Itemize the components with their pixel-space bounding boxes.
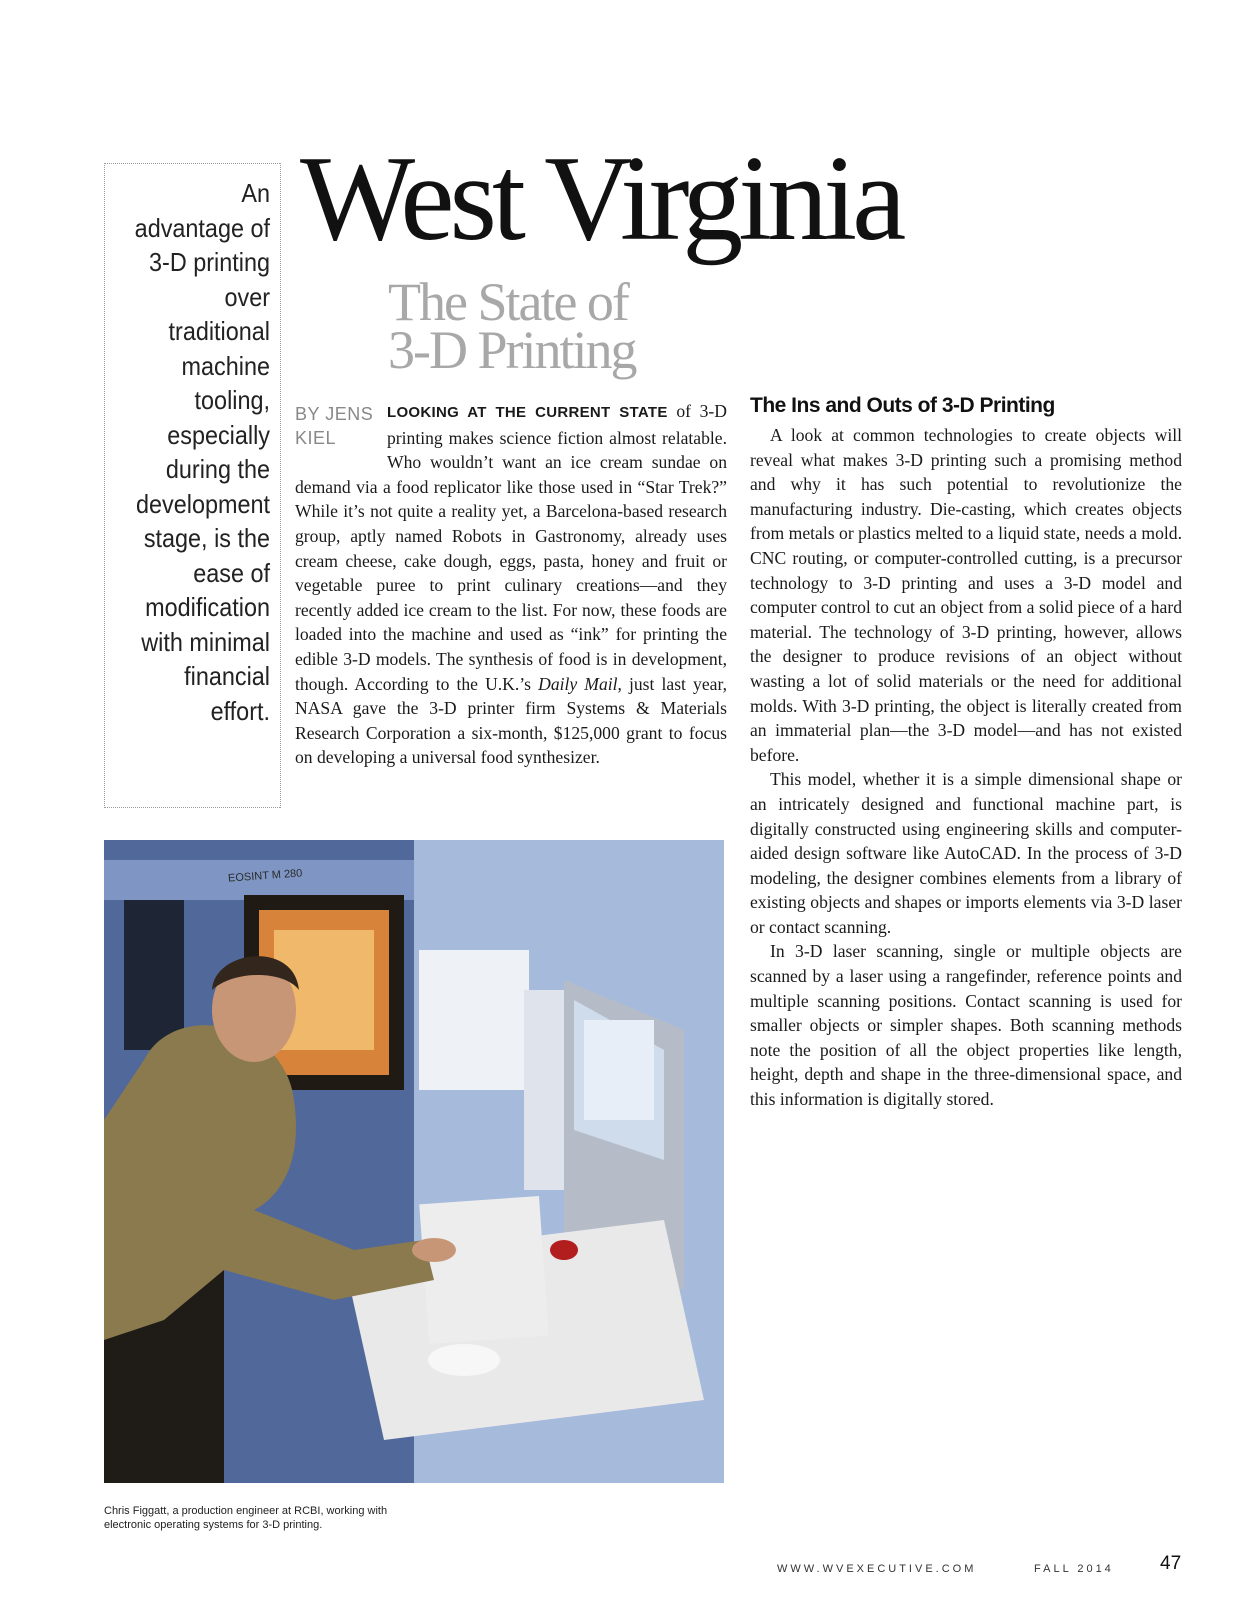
- column-1-text-part-1: of 3-D printing makes science fiction almost relatable. Who wouldn’t want an ice cream sundae on demand via a food replicator like those used in “Star Trek?” While it’s not quite a reality yet, a Barcelona-based research group, aptly named Robots in Gastronomy, already uses cream cheese, cake dough, eggs, pasta, honey and fruit or vegetable puree to print culinary creations—and they recently added ice cream to the list. For now, these foods are loaded into the machine and used as “ink” for printing the edible 3-D models. The synthesis of food is in development, though. According to the U.K.’s: [295, 401, 727, 694]
- article-column-2: [750, 393, 1182, 1112]
- machine-label: EOSINT M 280: [227, 867, 303, 885]
- byline-gap: [295, 399, 387, 471]
- subhead: [388, 272, 636, 380]
- subhead-line-2: 3-D Printing: [388, 320, 636, 380]
- page-number: 47: [1160, 1553, 1182, 1574]
- pull-quote-box: [104, 163, 280, 808]
- column-1-text-part-2: , just last year, NASA gave the 3-D printer firm Systems & Materials Research Corporation a six-month, $125,000 grant to focus on developing a universal food synthesizer.: [295, 673, 727, 768]
- paragraph: This model, whether it is a simple dimensional shape or an intricately designed and functional machine part, is digitally constructed using engineering skills and computer-aided design software like AutoCAD. In the process of 3-D modeling, the designer combines elements from a library of existing objects and shapes or imports elements via 3-D laser or contact scanning.: [750, 769, 1182, 937]
- pull-quote-divider: [280, 163, 282, 808]
- footer-url: WWW.WVEXECUTIVE.COM: [777, 1563, 977, 1575]
- paragraph: A look at common technologies to create objects will reveal what makes 3-D printing such a promising method and why it has such potential to revolutionize the manufacturing industry. Die-casting, which creates objects from metals or plastics melted to a liquid state, needs a mold. CNC routing, or computer-controlled cutting, is a precursor technology to 3-D printing and uses a 3-D model and computer control to cut an object from a solid piece of a hard material. The technology of 3-D printing, however, allows the designer to produce revisions of an object without wasting a lot of solid materials or the need for additional molds. With 3-D printing, the object is literally created from an immaterial plan—the 3-D model—and has not existed before.: [750, 425, 1182, 765]
- paragraph: In 3-D laser scanning, single or multiple objects are scanned by a laser using a rangefinder, reference points and multiple scanning positions. Contact scanning is used for smaller objects or simpler shapes. Both scanning methods note the position of all the object properties like length, height, depth and shape in the three-dimensional space, and this information is digitally stored.: [750, 941, 1182, 1110]
- pull-quote-text: An advantage of 3-D printing over traditional machine tooling, especially during the development stage, is the ease of modification with minimal financial effort.: [134, 178, 270, 726]
- subhead-line-1: The State of: [388, 272, 628, 332]
- headline: West Virginia: [300, 131, 902, 266]
- photo-caption: Chris Figgatt, a production engineer at RCBI, working with electronic operating systems for 3-D printing.: [104, 1505, 388, 1531]
- byline-line-2: KIEL: [295, 428, 337, 448]
- lead-in: LOOKING AT THE CURRENT STATE: [387, 404, 668, 421]
- article-column-1: [295, 399, 727, 770]
- byline-line-1: BY JENS: [295, 404, 374, 424]
- article-photo: [104, 840, 724, 1483]
- footer-issue: FALL 2014: [1034, 1563, 1114, 1575]
- publication-name: Daily Mail: [538, 673, 618, 694]
- photo-illustration: [104, 840, 724, 1483]
- section-heading: The Ins and Outs of 3-D Printing: [750, 394, 1055, 417]
